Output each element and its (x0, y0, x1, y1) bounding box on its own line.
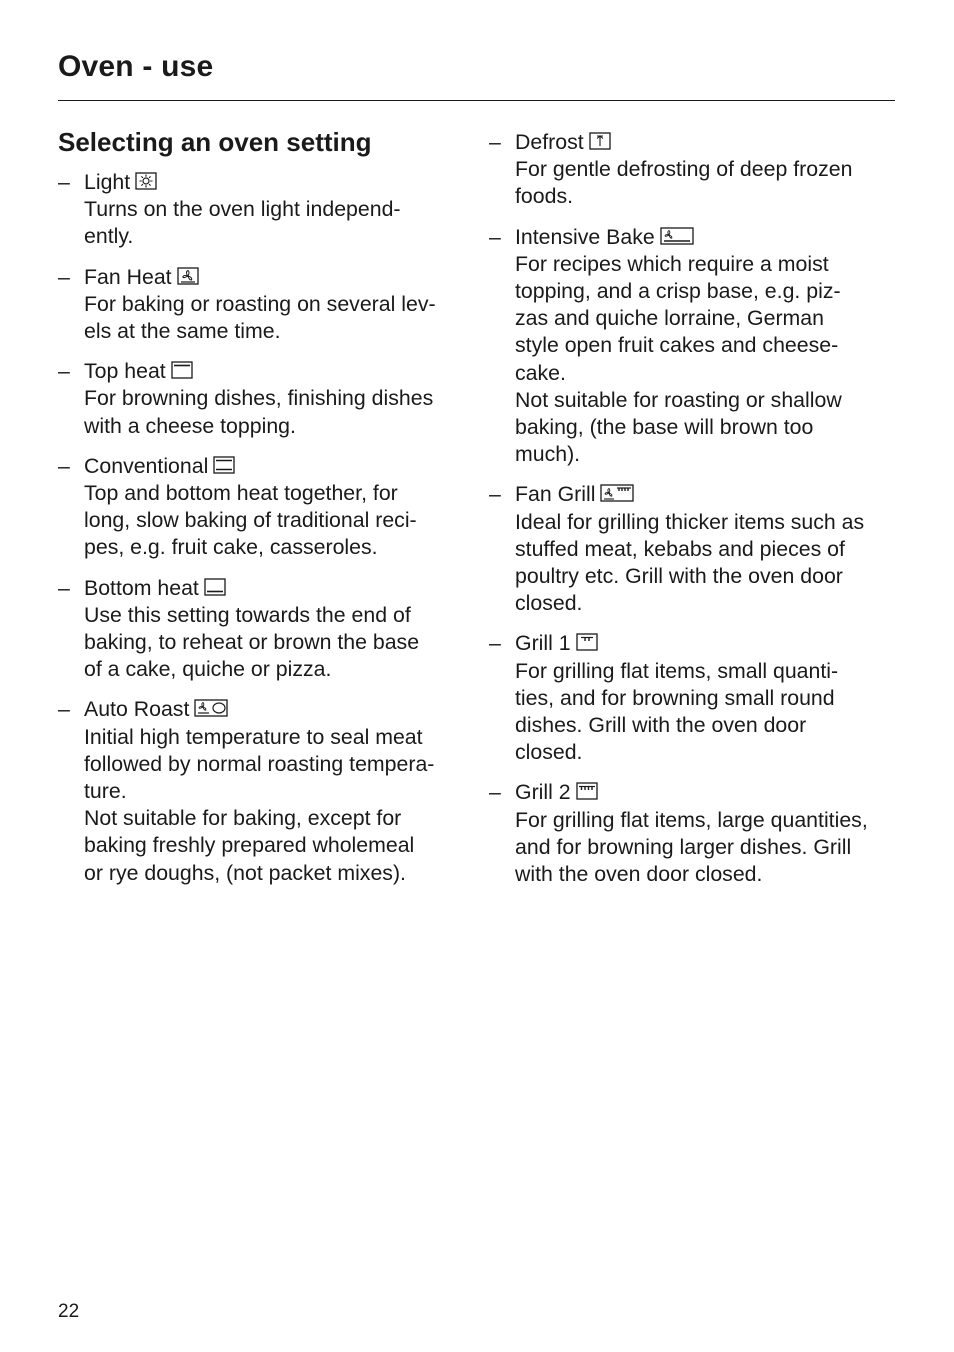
list-dash: – (58, 359, 70, 384)
setting-description-line: Use this setting towards the end of (84, 602, 411, 627)
setting-name: Grill 2 (515, 780, 571, 805)
setting-description-line: poultry etc. Grill with the oven door (515, 564, 843, 589)
setting-item-fan-grill (489, 481, 899, 617)
setting-description-line: cake. (515, 360, 566, 385)
list-dash: – (489, 482, 501, 507)
left-column (58, 126, 468, 900)
setting-name: Auto Roast (84, 697, 190, 722)
setting-heading (84, 264, 468, 291)
setting-description-line: els at the same time. (84, 319, 281, 344)
setting-heading (515, 481, 899, 508)
setting-item-light (58, 169, 468, 251)
grill-1-icon (576, 633, 598, 651)
setting-heading (84, 169, 468, 196)
setting-description-line: closed. (515, 591, 583, 616)
setting-item-grill-1 (489, 630, 899, 766)
list-dash: – (58, 575, 70, 600)
setting-description-line: style open fruit cakes and cheese- (515, 333, 839, 358)
section-heading: Selecting an oven setting (58, 127, 372, 157)
auto-roast-icon (194, 699, 228, 717)
light-icon (135, 172, 157, 190)
setting-heading (84, 696, 468, 723)
setting-description-line: For browning dishes, finishing dishes (84, 386, 434, 411)
setting-item-fan-heat (58, 264, 468, 346)
list-dash: – (489, 224, 501, 249)
fan-grill-icon (600, 484, 634, 502)
list-dash: – (489, 631, 501, 656)
setting-item-defrost (489, 129, 899, 211)
setting-name: Bottom heat (84, 575, 199, 600)
setting-heading (84, 358, 468, 385)
setting-item-intensive-bake (489, 224, 899, 469)
setting-heading (515, 779, 899, 806)
setting-description-line: or rye doughs, (not packet mixes). (84, 860, 406, 885)
page-number: 22 (58, 1301, 80, 1322)
setting-item-bottom-heat (58, 575, 468, 684)
setting-description-line: Initial high temperature to seal meat (84, 724, 423, 749)
setting-description-line: foods. (515, 184, 574, 209)
oven-settings-list-right (489, 129, 899, 888)
setting-description-line: pes, e.g. fruit cake, casseroles. (84, 535, 378, 560)
setting-item-grill-2 (489, 779, 899, 888)
list-dash: – (58, 264, 70, 289)
setting-description-line: stuffed meat, kebabs and pieces of (515, 536, 845, 561)
defrost-icon (589, 132, 611, 150)
setting-heading (515, 630, 899, 657)
setting-description-line: long, slow baking of traditional reci- (84, 508, 417, 533)
grill-2-icon (576, 782, 598, 800)
setting-item-auto-roast (58, 696, 468, 886)
setting-heading (515, 129, 899, 156)
setting-description-line: ture. (84, 779, 127, 804)
setting-description-line: For grilling flat items, small quanti- (515, 658, 839, 683)
setting-description-line: dishes. Grill with the oven door (515, 713, 807, 738)
setting-description-line: Turns on the oven light independ- (84, 197, 401, 222)
setting-description-line: topping, and a crisp base, e.g. piz- (515, 279, 841, 304)
list-dash: – (58, 453, 70, 478)
list-dash: – (58, 697, 70, 722)
fan-heat-icon (177, 267, 199, 285)
title-divider (58, 100, 895, 101)
page-title: Oven - use (58, 50, 214, 83)
setting-description-line: Not suitable for baking, except for (84, 806, 402, 831)
setting-name: Intensive Bake (515, 224, 655, 249)
setting-name: Defrost (515, 130, 584, 154)
setting-description-line: baking freshly prepared wholemeal (84, 833, 415, 858)
setting-name: Fan Heat (84, 264, 172, 289)
setting-description-line: Top and bottom heat together, for (84, 481, 398, 506)
setting-description-line: closed. (515, 740, 583, 765)
setting-description-line: For grilling flat items, large quantities, (515, 807, 868, 832)
setting-name: Light (84, 170, 131, 194)
setting-name: Top heat (84, 359, 166, 384)
setting-name: Fan Grill (515, 482, 596, 507)
setting-description-line: ties, and for browning small round (515, 685, 835, 710)
bottom-heat-icon (204, 578, 226, 596)
setting-description-line: zas and quiche lorraine, German (515, 306, 824, 331)
setting-description-line: Not suitable for roasting or shallow (515, 387, 842, 412)
setting-item-conventional (58, 453, 468, 562)
setting-description-line: and for browning larger dishes. Grill (515, 834, 852, 859)
list-dash: – (489, 130, 501, 154)
list-dash: – (58, 170, 70, 194)
oven-settings-list-left (58, 169, 468, 887)
setting-description-line: For baking or roasting on several lev- (84, 291, 436, 316)
right-column (489, 129, 899, 901)
setting-name: Grill 1 (515, 631, 571, 656)
setting-heading (515, 224, 899, 251)
intensive-bake-icon (660, 227, 694, 245)
setting-description-line: baking, (the base will brown too (515, 415, 814, 440)
setting-description-line: with the oven door closed. (515, 862, 763, 887)
list-dash: – (489, 780, 501, 805)
setting-description-line: For gentle defrosting of deep frozen (515, 157, 853, 182)
setting-heading (84, 575, 468, 602)
setting-description-line: with a cheese topping. (84, 413, 296, 438)
setting-description-line: followed by normal roasting tempera- (84, 751, 435, 776)
setting-name: Conventional (84, 453, 209, 478)
setting-description-line: ently. (84, 224, 134, 249)
setting-description-line: Ideal for grilling thicker items such as (515, 509, 865, 534)
conventional-icon (213, 456, 235, 474)
setting-description-line: of a cake, quiche or pizza. (84, 657, 332, 682)
setting-description-line: For recipes which require a moist (515, 251, 829, 276)
top-heat-icon (171, 361, 193, 379)
setting-heading (84, 453, 468, 480)
setting-description-line: baking, to reheat or brown the base (84, 630, 420, 655)
setting-description-line: much). (515, 442, 581, 467)
setting-item-top-heat (58, 358, 468, 440)
